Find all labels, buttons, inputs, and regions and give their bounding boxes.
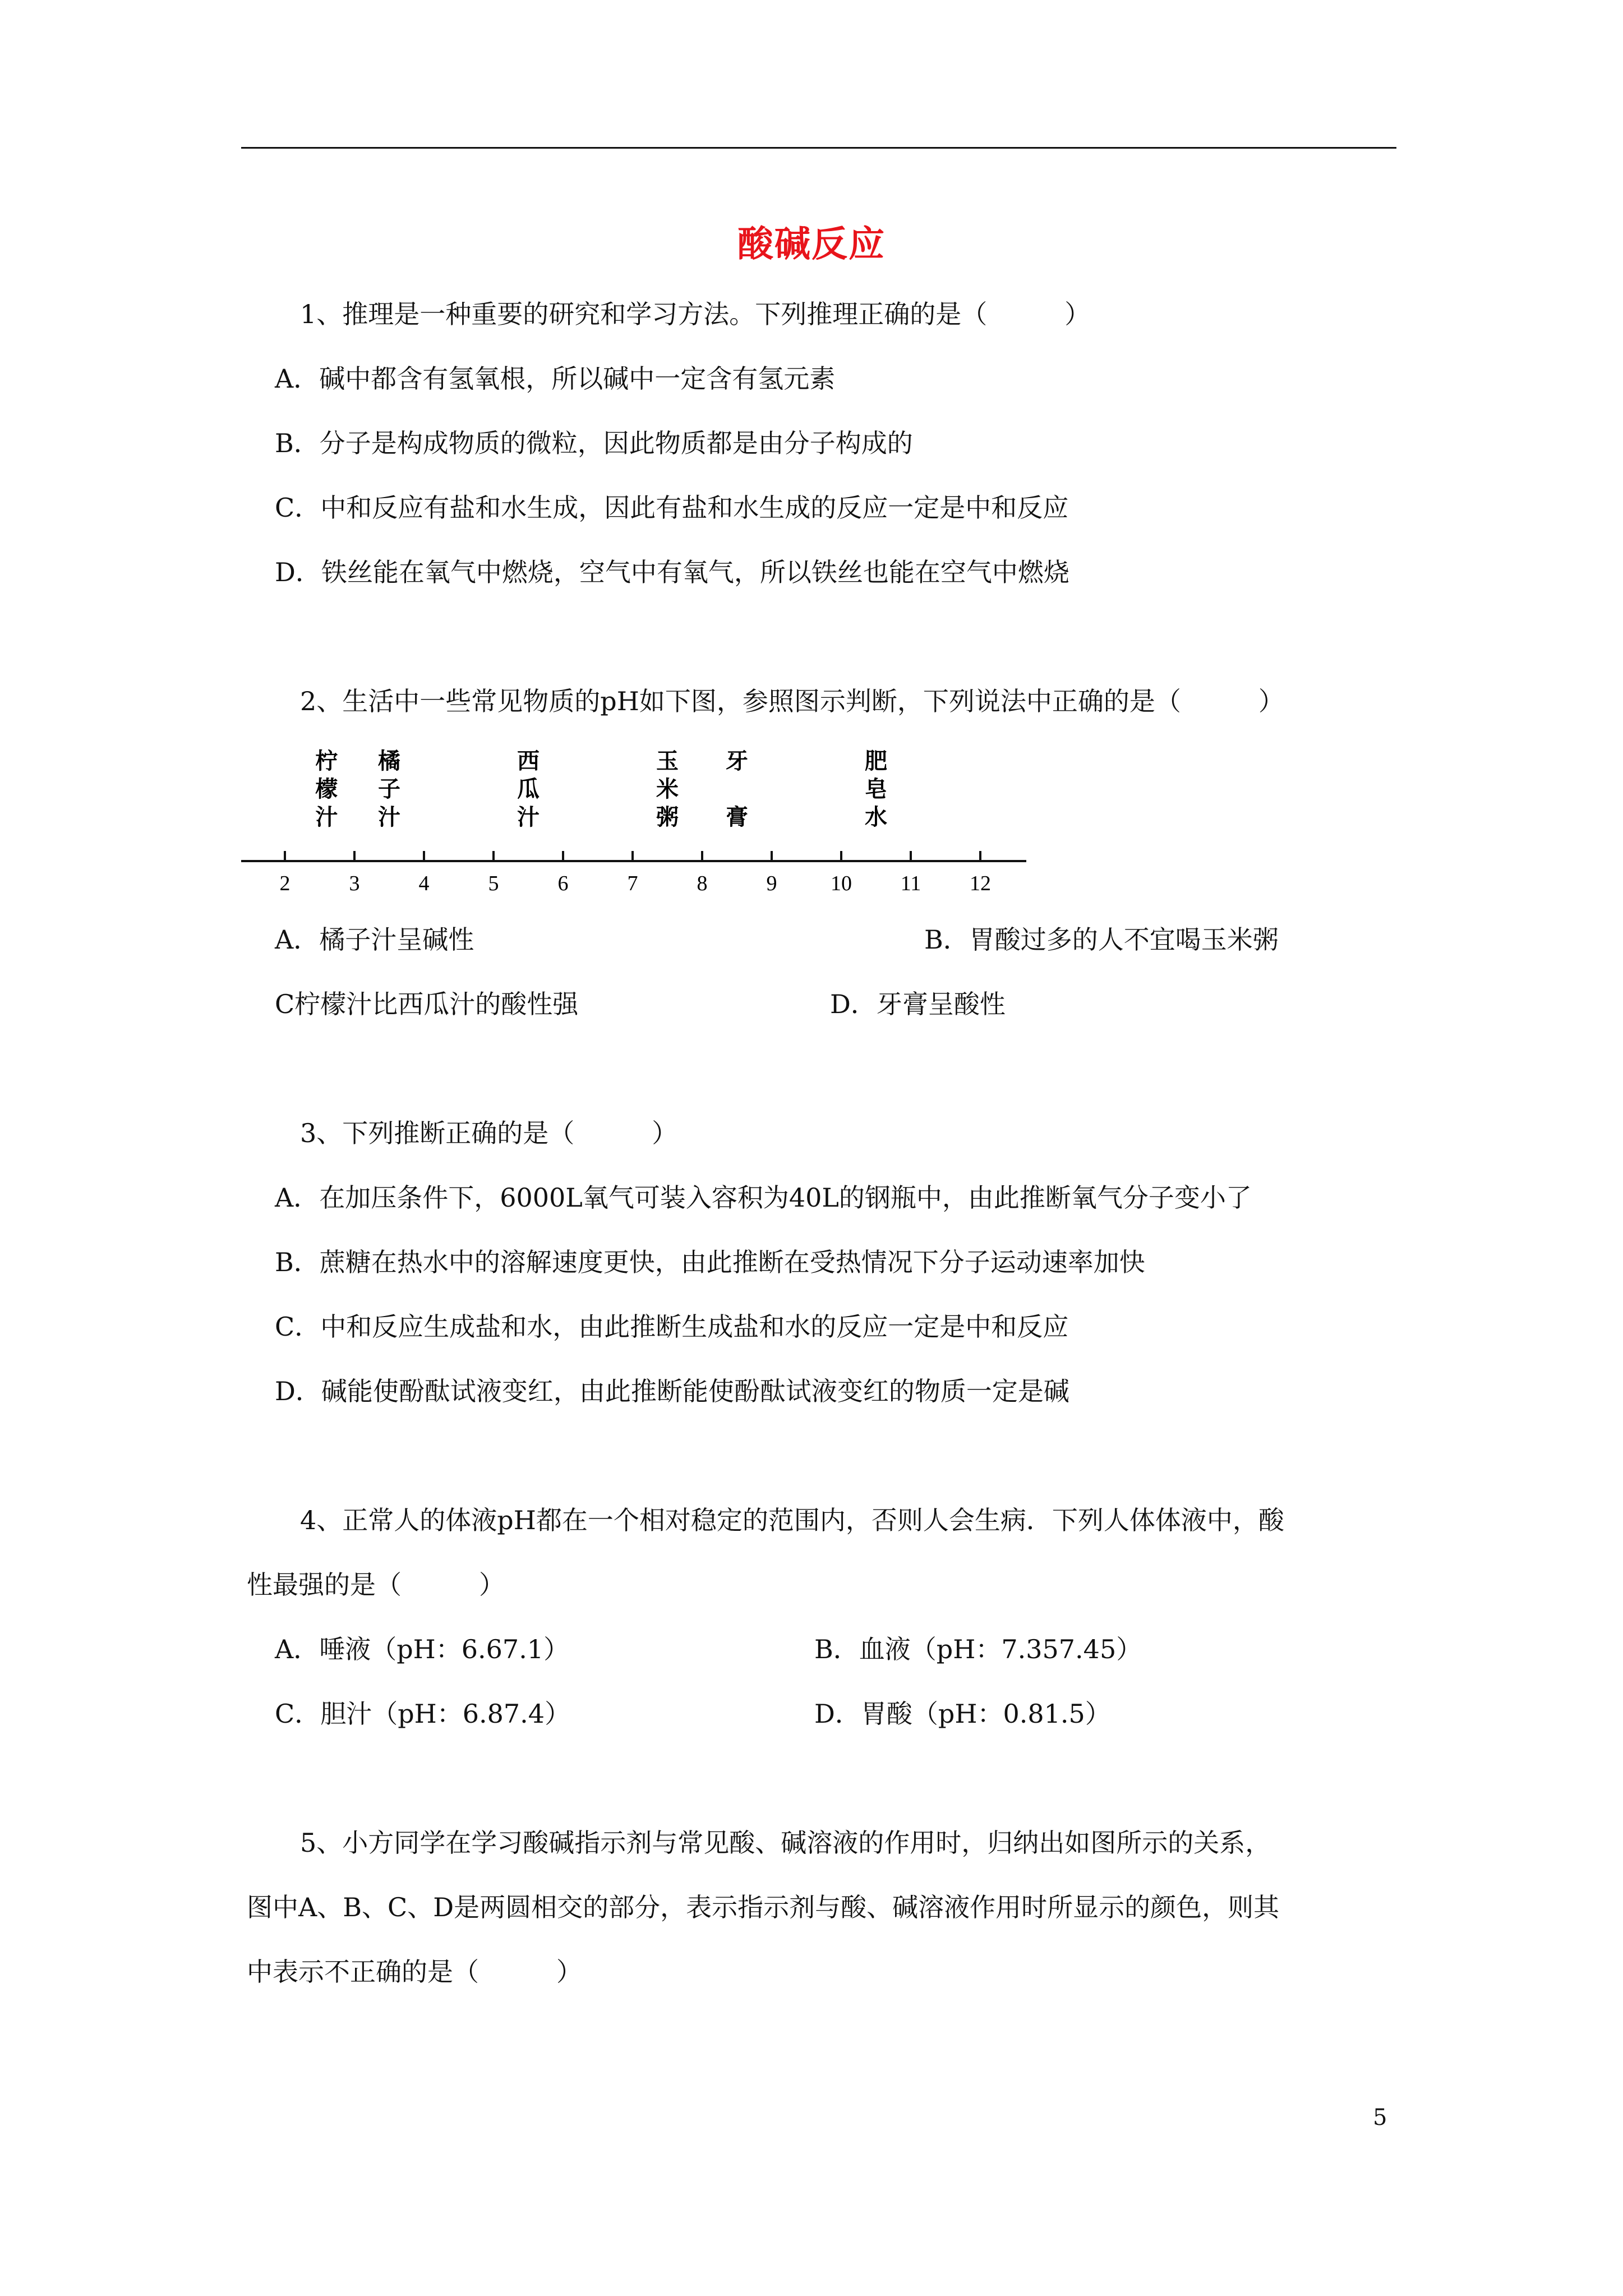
ph-tick-label: 10 [831, 872, 852, 895]
ph-tick-label: 12 [970, 872, 991, 895]
ph-scale-figure [241, 748, 1038, 903]
q3-option-c: C．中和反应生成盐和水，由此推断生成盐和水的反应一定是中和反应 [275, 1312, 1069, 1342]
ph-substance-char: 米 [656, 776, 679, 802]
ph-substance-char: 汁 [315, 804, 338, 830]
ph-substance-char: 膏 [726, 804, 748, 830]
ph-substance-char: 汁 [378, 804, 400, 830]
q4-option-b: B．血液（pH：7.357.45） [814, 1634, 1142, 1664]
ph-substance-char: 子 [378, 776, 400, 802]
q1-option-d: D．铁丝能在氧气中燃烧，空气中有氧气，所以铁丝也能在空气中燃烧 [275, 557, 1069, 587]
q5-stem-line2: 图中A、B、C、D是两圆相交的部分，表示指示剂与酸、碱溶液作用时所显示的颜色，则其 [247, 1892, 1280, 1922]
q3-option-b: B．蔗糖在热水中的溶解速度更快，由此推断在受热情况下分子运动速率加快 [275, 1247, 1145, 1277]
ph-substance-label [726, 748, 748, 830]
q2-option-b: B．胃酸过多的人不宜喝玉米粥 [924, 924, 1279, 955]
q2-option-a: A．橘子汁呈碱性 [275, 924, 474, 955]
ph-substance-char: 肥 [865, 748, 887, 774]
ph-tick-label: 2 [279, 872, 291, 895]
ph-substance-char: 瓜 [517, 776, 540, 802]
page-title: 酸碱反应 [737, 223, 886, 265]
q4-option-a: A．唾液（pH：6.67.1） [275, 1634, 570, 1664]
q1-option-c: C．中和反应有盐和水生成，因此有盐和水生成的反应一定是中和反应 [275, 493, 1069, 523]
ph-tick-label: 8 [697, 872, 708, 895]
q4-stem-line2: 性最强的是（ ） [247, 1570, 505, 1600]
q4-option-d: D．胃酸（pH：0.81.5） [814, 1699, 1111, 1729]
ph-substance-char: 橘 [378, 748, 400, 774]
ph-tick-label: 5 [488, 872, 499, 895]
ph-scale-svg [241, 748, 1038, 903]
ph-substance-char: 西 [517, 748, 540, 774]
q1-option-a: A．碱中都含有氢氧根，所以碱中一定含有氢元素 [275, 364, 836, 394]
q3-option-a: A．在加压条件下，6000L氧气可装入容积为40L的钢瓶中，由此推断氧气分子变小了 [275, 1182, 1252, 1213]
ph-substance-label [315, 748, 338, 830]
q4-stem-line1: 4、正常人的体液pH都在一个相对稳定的范围内，否则人会生病．下列人体体液中，酸 [300, 1505, 1284, 1535]
ph-substance-label [378, 748, 400, 830]
ph-substance-char: 水 [865, 804, 887, 830]
ph-tick-label: 3 [349, 872, 360, 895]
q1-stem: 1、推理是一种重要的研究和学习方法。下列推理正确的是（ ） [300, 299, 1091, 329]
header-rule [241, 147, 1396, 149]
ph-tick-label: 7 [627, 872, 638, 895]
ph-substance-char: 粥 [656, 804, 679, 830]
q3-option-d: D．碱能使酚酞试液变红，由此推断能使酚酞试液变红的物质一定是碱 [275, 1376, 1069, 1406]
ph-substance-char: 檬 [315, 776, 338, 802]
q5-stem-line3: 中表示不正确的是（ ） [247, 1957, 582, 1987]
q5-stem-line1: 5、小方同学在学习酸碱指示剂与常见酸、碱溶液的作用时，归纳出如图所示的关系， [300, 1828, 1271, 1858]
ph-substance-char: 玉 [656, 748, 679, 774]
q1-option-b: B．分子是构成物质的微粒，因此物质都是由分子构成的 [275, 428, 913, 458]
ph-substance-char: 汁 [517, 804, 540, 830]
ph-tick-label: 4 [418, 872, 430, 895]
q3-stem: 3、下列推断正确的是（ ） [300, 1118, 678, 1148]
q4-option-c: C．胆汁（pH：6.87.4） [275, 1699, 571, 1729]
q2-option-d: D．牙膏呈酸性 [830, 989, 1006, 1019]
ph-substance-label [865, 748, 887, 830]
ph-substance-char: 牙 [726, 748, 748, 774]
page-number: 5 [1373, 2105, 1387, 2131]
ph-substance-label [656, 748, 679, 830]
q2-stem: 2、生活中一些常见物质的pH如下图，参照图示判断，下列说法中正确的是（ ） [300, 686, 1284, 716]
ph-tick-label: 6 [557, 872, 569, 895]
ph-substance-char: 柠 [315, 748, 338, 774]
ph-substance-char: 皂 [865, 776, 887, 802]
q2-option-c: C柠檬汁比西瓜汁的酸性强 [275, 989, 579, 1019]
ph-tick-label: 9 [766, 872, 777, 895]
ph-tick-label: 11 [900, 872, 921, 895]
ph-substance-label [517, 748, 540, 830]
